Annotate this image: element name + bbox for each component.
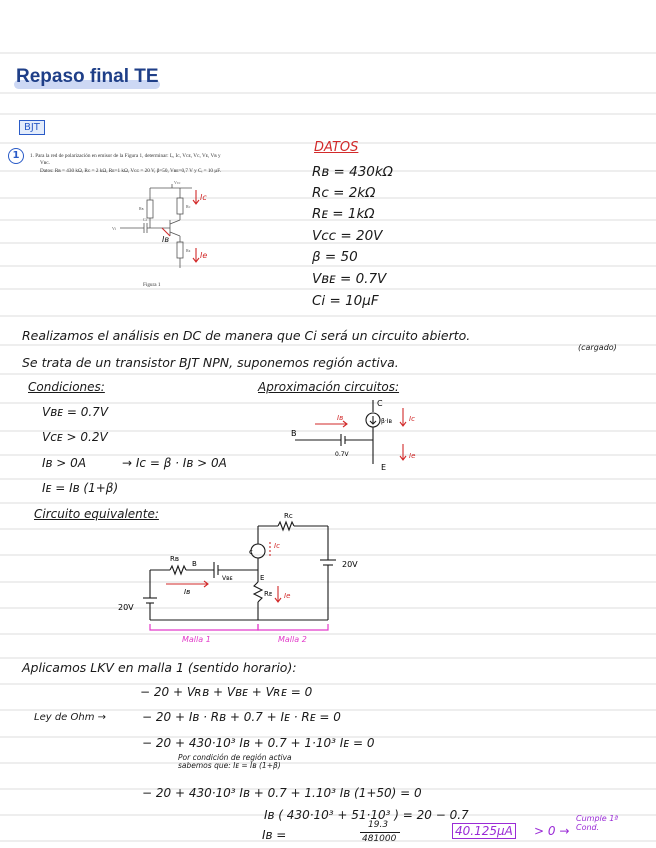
equivalent-circuit-diagram (110, 510, 390, 645)
note-line-1-aside: (cargado) (578, 343, 617, 352)
fig-ci-label: Ci (143, 217, 147, 222)
datos-item: Vʙᴇ = 0.7V (312, 271, 387, 287)
datos-item: Vcc = 20V (312, 228, 383, 244)
equation-6-numerator: 19.3 (368, 820, 389, 830)
eq-right-source-label: 20V (342, 560, 358, 569)
figure-caption: Figura 1 (143, 282, 161, 288)
fig-rc-label: Rc (186, 204, 191, 209)
result-box: 40.125µA (452, 823, 516, 839)
fig-rb-label: Rʙ (139, 206, 144, 211)
datos-item: Rᴇ = 1kΩ (312, 206, 375, 222)
eq-e-label: E (260, 574, 265, 582)
equation-4: − 20 + 430·10³ Iʙ + 0.7 + 1.10³ Iʙ (1+50) = 0 (142, 786, 422, 800)
condicion-item: Vʙᴇ = 0.7V (42, 405, 109, 419)
datos-item: Rc = 2kΩ (312, 185, 376, 201)
result-comparison: > 0 → (534, 824, 570, 838)
equivalente-heading: Circuito equivalente: (34, 507, 159, 521)
note-line-2: Se trata de un transistor BJT NPN, suponemos región activa. (22, 355, 399, 370)
problem-line-2: Datos: Rʙ = 430 kΩ, Rᴄ = 2 kΩ, Rᴇ=1 kΩ, Vᴄᴄ = 20 V, β=50, Vʙᴇ=0,7 V y Cᵢ = 10 µF. (40, 168, 222, 174)
eq-ib-label: Iʙ (184, 588, 191, 596)
condicion-arrow-note: → Ic = β · Iʙ > 0A (122, 456, 227, 470)
datos-item: β = 50 (312, 249, 358, 265)
fig-vcc-label: Vcc (174, 180, 181, 185)
figure-1-circuit (110, 178, 230, 283)
note-line-1: Realizamos el análisis en DC de manera que Ci será un circuito abierto. (22, 328, 471, 343)
eq-rc-label: Rc (284, 512, 293, 520)
malla-1-label: Malla 1 (182, 635, 211, 644)
condition-check-note: Cumple 1ª Cond. (576, 814, 619, 832)
eq-ie-label: Ie (284, 592, 291, 600)
ohm-law-label: Ley de Ohm → (34, 712, 107, 723)
fraction-bar (360, 832, 400, 833)
equation-3: − 20 + 430·10³ Iʙ + 0.7 + 1·10³ Iᴇ = 0 (142, 736, 375, 750)
condicion-item: Iᴇ = Iʙ (1+β) (42, 481, 119, 495)
datos-item: Ci = 10µF (312, 293, 379, 309)
fig-re-label: Rᴇ (186, 248, 191, 253)
fig-ie-label: Ie (200, 251, 208, 260)
eq-vbe-label: Vʙᴇ (222, 575, 233, 582)
model-e-label: E (381, 463, 387, 472)
section-tag: BJT (19, 120, 45, 135)
equation-2: − 20 + Iʙ · Rʙ + 0.7 + Iᴇ · Rᴇ = 0 (142, 710, 341, 724)
exercise-number: 1 (8, 148, 24, 164)
fig-ic-label: Ic (200, 193, 207, 202)
lkv-heading: Aplicamos LKV en malla 1 (sentido horario): (22, 660, 297, 675)
eq-b-label: B (192, 560, 197, 568)
equation-5: Iʙ ( 430·10³ + 51·10³ ) = 20 − 0.7 (264, 808, 469, 822)
condiciones-heading: Condiciones: (28, 380, 105, 394)
datos-item: Rʙ = 430kΩ (312, 164, 393, 180)
problem-line-1: 1. Para la red de polarización en emisor de la Figura 1, determinar: Iₑ, Iᴄ, Vᴄᴇ, Vᴄ, Vᴇ, Vʙ y (30, 153, 221, 159)
datos-heading: DATOS (314, 140, 359, 155)
eq-ic-label: Ic (274, 542, 280, 550)
page-title: Repaso final TE (16, 66, 159, 87)
condicion-item: Iʙ > 0A (42, 456, 87, 470)
problem-line-1-cont: Vʙᴄ. (40, 160, 50, 166)
eq-re-label: Rᴇ (264, 590, 273, 598)
model-ib-label: Iʙ (337, 414, 344, 422)
model-ic-label: Ic (409, 415, 415, 423)
equation-6-denominator: 481000 (362, 834, 397, 844)
model-b-label: B (291, 429, 297, 438)
malla-2-label: Malla 2 (278, 635, 307, 644)
transistor-model-diagram (285, 396, 445, 476)
active-region-note: Por condición de región activa sabemos que: Iᴇ = Iʙ (1+β) (178, 753, 292, 770)
eq-c-label: c (249, 548, 253, 556)
model-c-label: C (377, 399, 383, 408)
equation-1: − 20 + Vʀʙ + Vʙᴇ + Vʀᴇ = 0 (140, 685, 313, 699)
fig-vi-label: Vi (112, 226, 116, 231)
eq-rb-label: Rʙ (170, 555, 179, 563)
equation-6-lhs: Iʙ = (262, 828, 287, 842)
aproximacion-heading: Aproximación circuitos: (258, 380, 400, 394)
model-bib-label: β·Iʙ (381, 418, 392, 425)
model-vbe-label: 0.7V (335, 451, 349, 458)
eq-left-source-label: 20V (118, 603, 134, 612)
condicion-item: Vcᴇ > 0.2V (42, 430, 108, 444)
model-ie-label: Ie (409, 452, 416, 460)
fig-ib-label: Iʙ (162, 235, 169, 244)
